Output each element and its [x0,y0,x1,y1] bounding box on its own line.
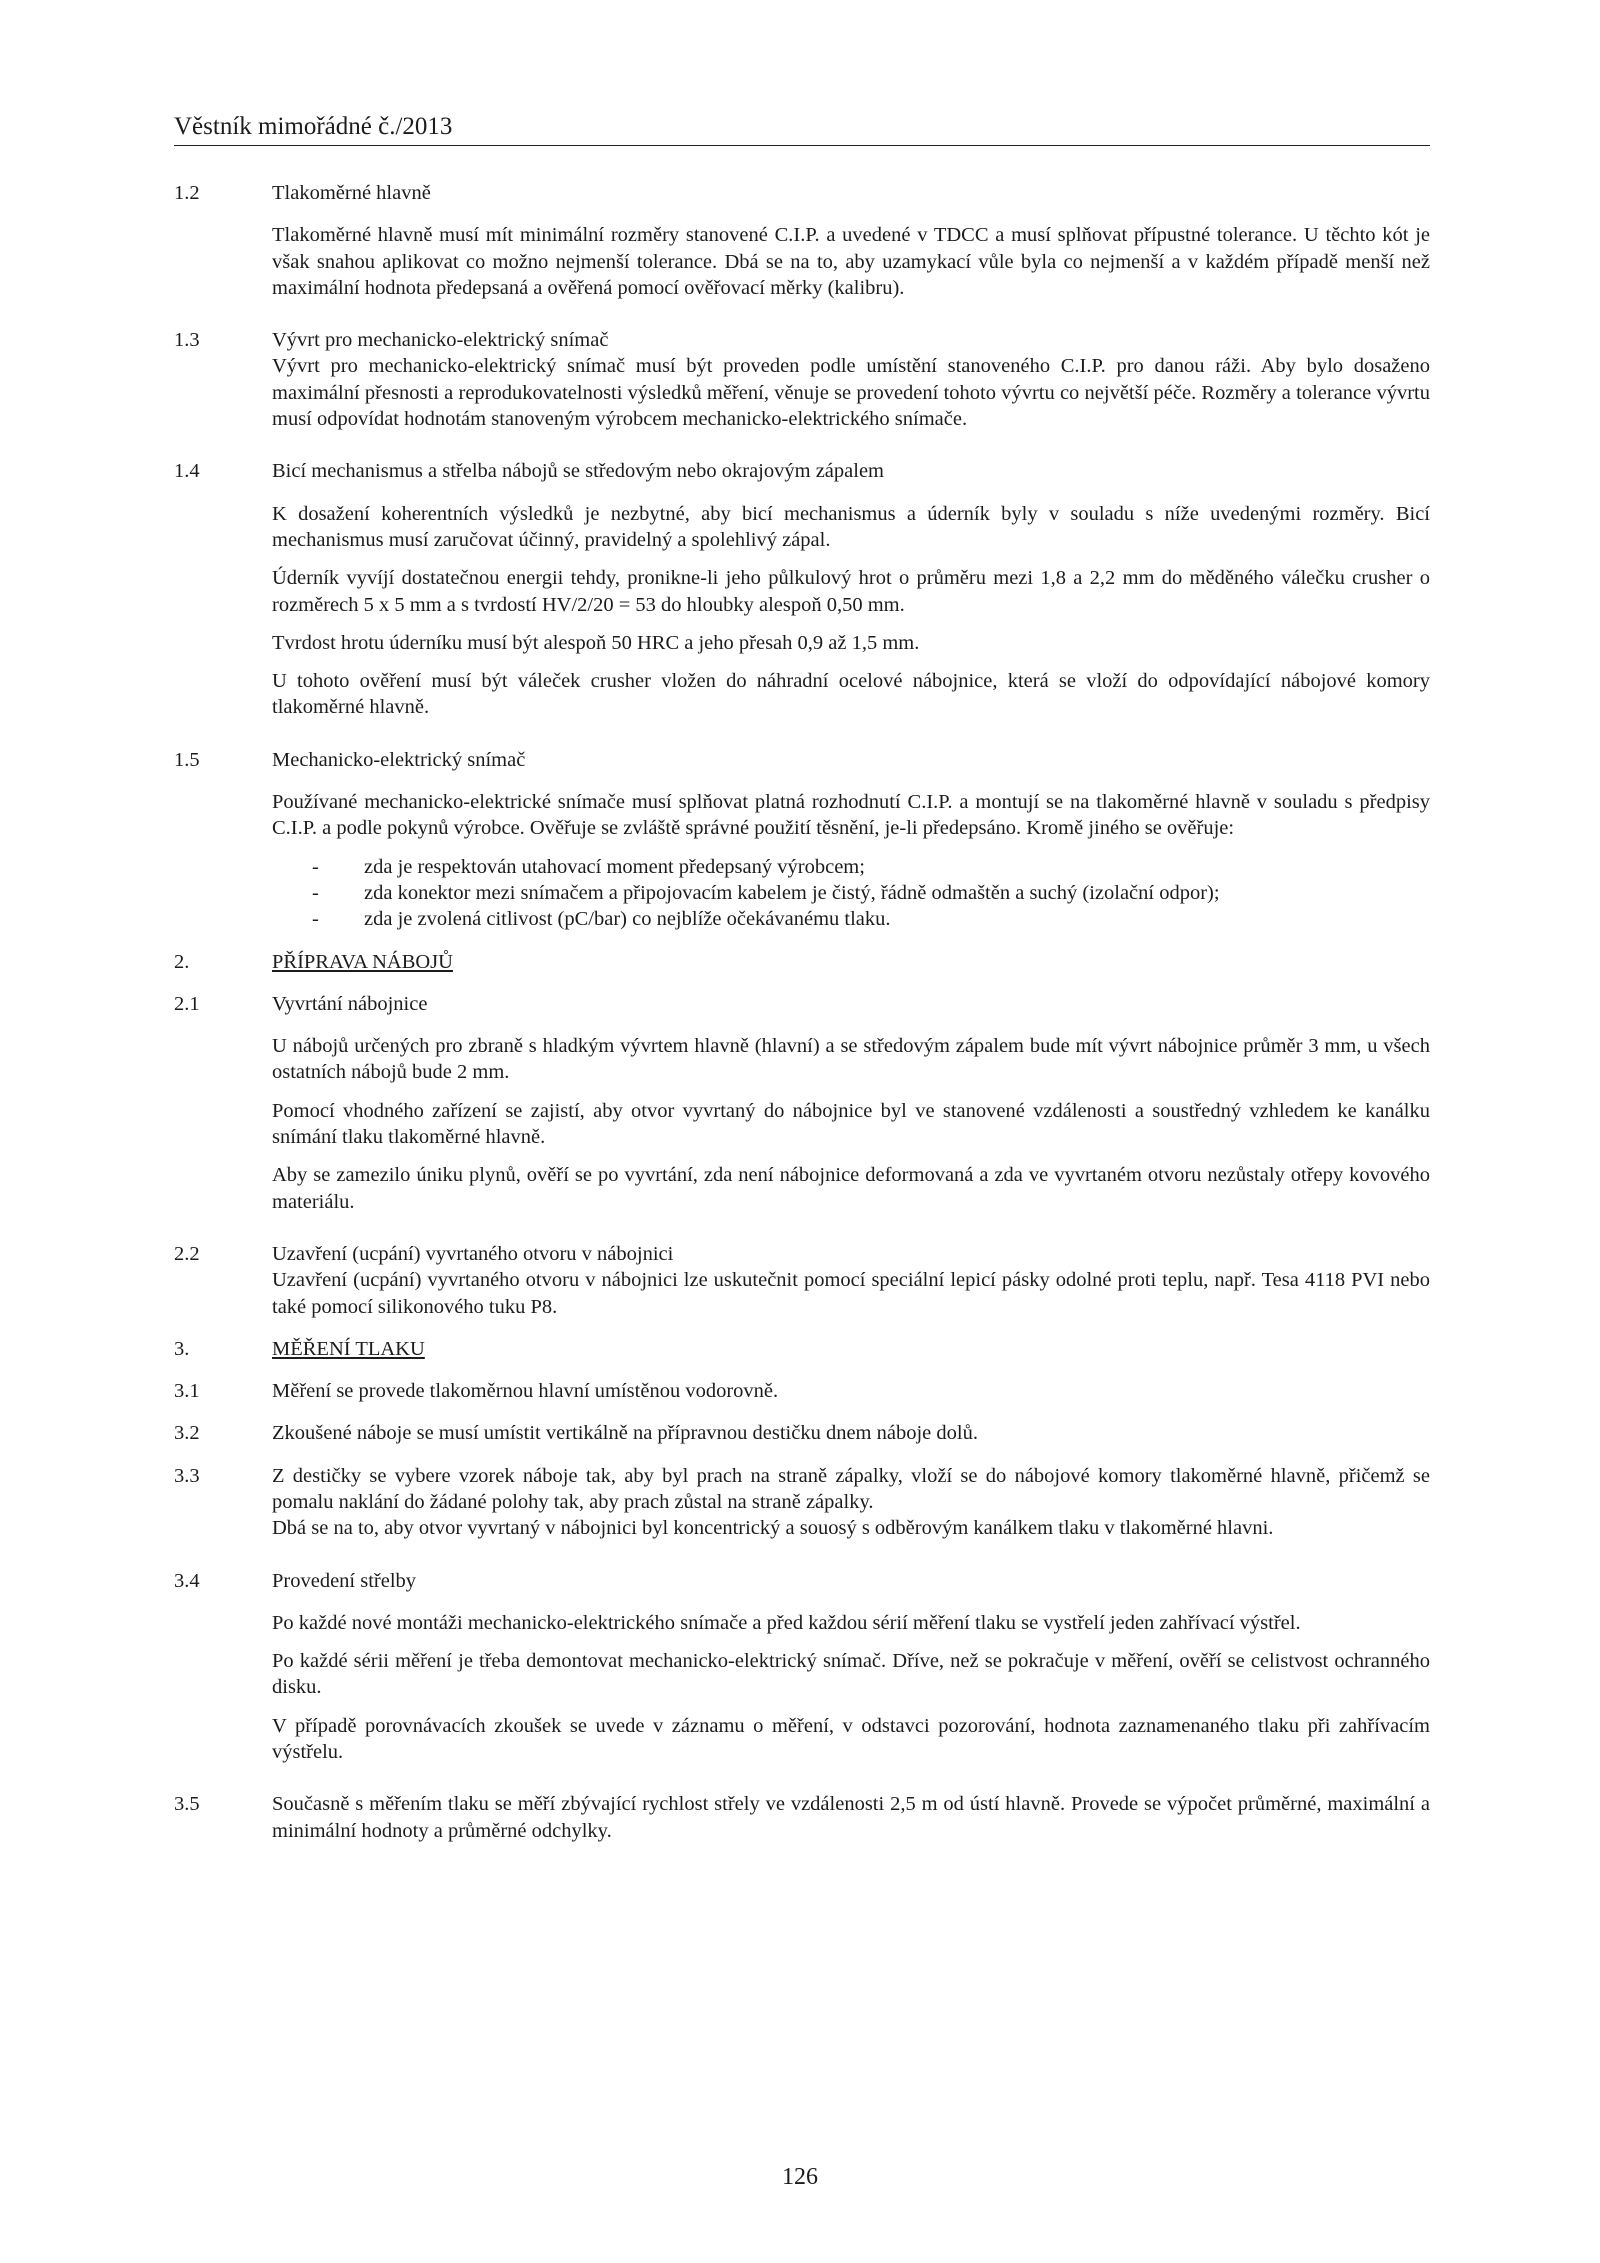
paragraph: Zkoušené náboje se musí umístit vertikálně na přípravnou destičku dnem náboje dolů. [272,1422,978,1445]
section-title: Vývrt pro mechanicko-elektrický snímač [272,329,609,352]
running-header: Věstník mimořádné č./2013 [174,112,1430,146]
section-number: 3.2 [174,1422,200,1445]
section-number: 1.4 [174,460,200,483]
section-title: Vyvrtání nábojnice [272,992,428,1015]
paragraph: Používané mechanicko-elektrické snímače musí splňovat platná rozhodnutí C.I.P. a montují se na tlakoměrné hlavně v souladu s předpisy C.I.P. a podle pokynů výrobce. Ověřuje se zvláště správné použití těsnění, je-li předepsáno. Kromě jiného se ověřuje: [272,791,1430,840]
section-3-5 [174,1791,1430,1844]
paragraph: K dosažení koherentních výsledků je nezbytné, aby bicí mechanismus a úderník byly v souladu s níže uvedenými rozměry. Bicí mechanismus musí zaručovat účinný, pravidelný a spolehlivý zápal. [272,502,1430,551]
section-number: 3.1 [174,1380,200,1403]
list-item [272,880,1430,906]
paragraph: V případě porovnávacích zkoušek se uvede v záznamu o měření, v odstavci pozorování, hodnota zaznamenaného tlaku při zahřívacím výstřelu. [272,1714,1430,1764]
dash-bullet: - [312,881,319,904]
section-number: 1.5 [174,748,200,771]
dash-bullet: - [312,908,319,931]
section-1-5 [174,747,1430,933]
section-number: 1.2 [174,182,200,204]
paragraph: Tlakoměrné hlavně musí mít minimální rozměry stanovené C.I.P. a uvedené v TDCC a musí splňovat přípustné tolerance. U těchto kót je však snahou aplikovat co možno nejmenší tolerance. Dbá se na to, aby uzamykací vůle byla co nejmenší a v každém případě menší než maximální hodnota předepsaná a ověřená pomocí ověřovací měrky (kalibru). [272,224,1430,299]
section-number: 2.2 [174,1242,200,1265]
paragraph: Aby se zamezilo úniku plynů, ověří se po vyvrtání, zda není nábojnice deformovaná a zda ve vyvrtaném otvoru nezůstaly otřepy kovového materiálu. [272,1164,1430,1213]
paragraph: Z destičky se vybere vzorek náboje tak, aby byl prach na straně zápalky, vloží se do nábojové komory tlakoměrné hlavně, přičemž se pomalu naklání do žádané polohy tak, aby prach zůstal na straně zápalky. [272,1464,1430,1513]
section-3-1 [174,1378,1430,1404]
paragraph: Uzavření (ucpání) vyvrtaného otvoru v nábojnici lze uskutečnit pomocí speciální lepicí pásky odolné proti teplu, např. Tesa 4118 PVI nebo také pomocí silikonového tuku P8. [272,1269,1430,1318]
section-number: 3.4 [174,1569,200,1592]
section-number: 3.3 [174,1464,200,1487]
page-number: 126 [782,2164,818,2190]
list-item [272,906,1430,932]
section-3-2 [174,1420,1430,1446]
section-number: 3.5 [174,1793,200,1816]
paragraph: Vývrt pro mechanicko-elektrický snímač musí být proveden podle umístění stanoveného C.I.P. pro danou ráži. Aby bylo dosaženo maximální přesnosti a reprodukovatelnosti výsledků měření, věnuje se provedení tohoto vývrtu co největší péče. Rozměry a tolerance vývrtu musí odpovídat hodnotám stanoveným výrobcem mechanicko-elektrického snímače. [272,355,1430,431]
paragraph: Měření se provede tlakoměrnou hlavní umístěnou vodorovně. [272,1380,779,1403]
paragraph: Pomocí vhodného zařízení se zajistí, aby otvor vyvrtaný do nábojnice byl ve stanovené vzdálenosti a soustředný vzhledem ke kanálku snímání tlaku tlakoměrné hlavně. [272,1099,1430,1149]
chapter-title: MĚŘENÍ TLAKU [272,1337,425,1360]
paragraph: U tohoto ověření musí být váleček crusher vložen do náhradní ocelové nábojnice, která se vloží do odpovídající nábojové komory tlakoměrné hlavně. [272,670,1430,719]
section-2 [174,949,1430,975]
list-item-text: zda je zvolená citlivost (pC/bar) co nejblíže očekávanému tlaku. [364,908,891,931]
paragraph: Po každé nové montáži mechanicko-elektrického snímače a před každou sérií měření tlaku se vystřelí jeden zahřívací výstřel. [272,1611,1301,1634]
section-2-2 [174,1241,1430,1320]
paragraph: Úderník vyvíjí dostatečnou energii tehdy, pronikne-li jeho půlkulový hrot o průměru mezi 1,8 a 2,2 mm do měděného válečku crusher o rozměrech 5 x 5 mm a s tvrdostí HV/2/20 = 53 do hloubky alespoň 0,50 mm. [272,567,1430,616]
section-3-4 [174,1568,1430,1766]
section-title: Bicí mechanismus a střelba nábojů se středovým nebo okrajovým zápalem [272,460,884,483]
section-number: 3. [174,1337,190,1360]
document-body [174,180,1430,1844]
paragraph: Současně s měřením tlaku se měří zbývající rychlost střely ve vzdálenosti 2,5 m od ústí hlavně. Provede se výpočet průměrné, maximální a minimální hodnoty a průměrné odchylky. [272,1793,1430,1842]
paragraph: Tvrdost hrotu úderníku musí být alespoň 50 HRC a jeho přesah 0,9 až 1,5 mm. [272,631,920,654]
section-1-4 [174,458,1430,720]
section-number: 1.3 [174,329,200,352]
section-title: Mechanicko-elektrický snímač [272,748,526,771]
dash-bullet: - [312,855,319,878]
paragraph: U nábojů určených pro zbraně s hladkým vývrtem hlavně (hlavní) a se středovým zápalem bude mít vývrt nábojnice průměr 3 mm, u všech ostatních nábojů bude 2 mm. [272,1035,1430,1084]
section-title: Tlakoměrné hlavně [272,182,431,204]
section-title: Uzavření (ucpání) vyvrtaného otvoru v nábojnici [272,1242,674,1265]
section-3-3 [174,1463,1430,1542]
list-item-text: zda je respektován utahovací moment předepsaný výrobcem; [364,855,865,878]
section-number: 2.1 [174,992,200,1015]
section-title: Provedení střelby [272,1569,417,1592]
section-1-2 [174,180,1430,301]
section-1-3 [174,327,1430,432]
check-list [272,854,1430,933]
paragraph: Po každé sérii měření je třeba demontovat mechanicko-elektrický snímač. Dříve, než se pokračuje v měření, ověří se celistvost ochranného disku. [272,1650,1430,1699]
paragraph: Dbá se na to, aby otvor vyvrtaný v nábojnici byl koncentrický a souosý s odběrovým kanálkem tlaku v tlakoměrné hlavni. [272,1517,1274,1540]
list-item-text: zda konektor mezi snímačem a připojovacím kabelem je čistý, řádně odmaštěn a suchý (izolační odpor); [364,881,1220,904]
section-number: 2. [174,950,190,973]
chapter-title: PŘÍPRAVA NÁBOJŮ [272,950,453,973]
section-3 [174,1336,1430,1362]
section-2-1 [174,991,1430,1215]
list-item [272,854,1430,880]
